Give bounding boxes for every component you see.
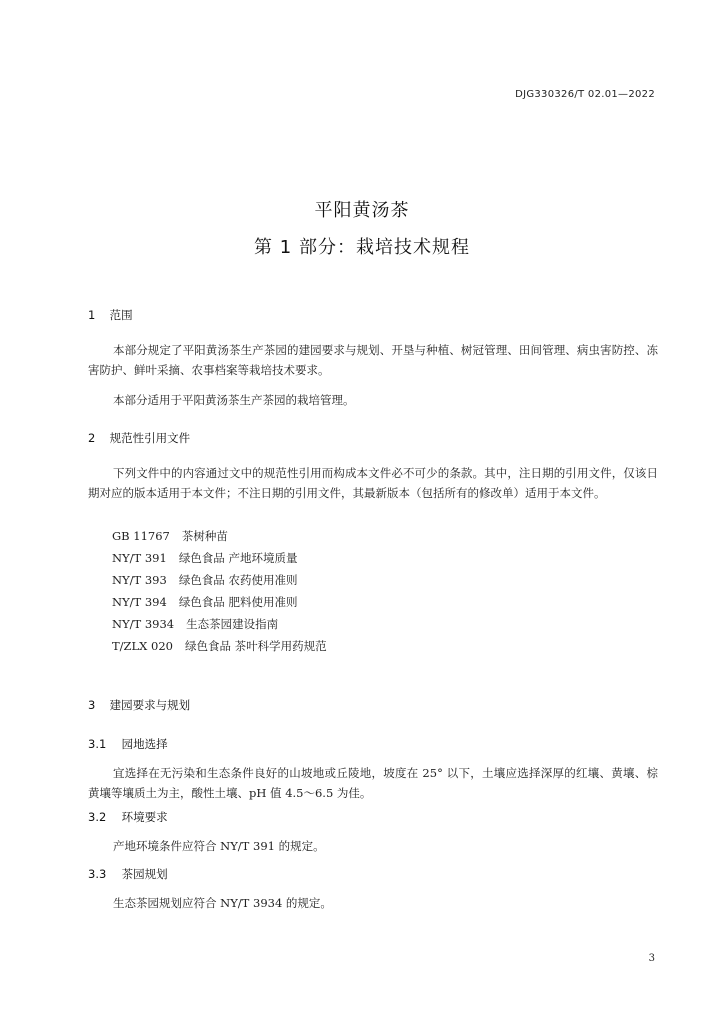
reference-code: NY/T 3934: [112, 617, 175, 631]
paragraph: 宜选择在无污染和生态条件良好的山坡地或丘陵地，坡度在 25° 以下，土壤应选择深厚的红壤、黄壤、棕黄壤等壤质土为主，酸性土壤、pH 值 4.5～6.5 为佳。: [88, 766, 658, 800]
section-title: 规范性引用文件: [109, 431, 191, 445]
section-number: 2: [88, 431, 96, 445]
reference-name: 绿色食品 农药使用准则: [178, 573, 298, 587]
section-number: 3: [88, 698, 96, 712]
reference-item: [112, 616, 278, 632]
subsection-title: 环境要求: [121, 810, 168, 824]
reference-code: NY/T 394: [112, 595, 167, 609]
document-subtitle: 第 1 部分：栽培技术规程: [254, 237, 470, 258]
section-heading-2: [88, 430, 190, 446]
reference-item: [112, 528, 228, 544]
paragraph: 生态茶园规划应符合 NY/T 3934 的规定。: [113, 896, 332, 910]
paragraph: 本部分适用于平阳黄汤茶生产茶园的栽培管理。: [113, 393, 355, 407]
subsection-title: 茶园规划: [121, 867, 168, 881]
reference-name: 绿色食品 产地环境质量: [178, 551, 298, 565]
reference-code: NY/T 393: [112, 573, 167, 587]
reference-code: GB 11767: [112, 529, 170, 543]
subsection-number: 3.1: [88, 737, 107, 751]
reference-name: 生态茶园建设指南: [186, 617, 279, 631]
reference-name: 茶树种苗: [181, 529, 228, 543]
subsection-number: 3.3: [88, 867, 107, 881]
reference-item: [112, 638, 327, 654]
section-title: 范围: [109, 308, 133, 322]
page-number: 3: [648, 953, 655, 964]
reference-code: T/ZLX 020: [112, 639, 173, 653]
subsection-heading-3-1: [88, 736, 168, 752]
paragraph: 下列文件中的内容通过文中的规范性引用而构成本文件必不可少的条款。其中，注日期的引用文件，仅该日期对应的版本适用于本文件；不注日期的引用文件，其最新版本（包括所有的修改单）适用于本文件。: [88, 466, 658, 500]
section-heading-3: [88, 697, 190, 713]
subsection-number: 3.2: [88, 810, 107, 824]
reference-name: 绿色食品 茶叶科学用药规范: [184, 639, 327, 653]
section-number: 1: [88, 308, 96, 322]
section-heading-1: [88, 307, 133, 323]
paragraph: 产地环境条件应符合 NY/T 391 的规定。: [113, 839, 325, 853]
reference-item: [112, 550, 297, 566]
document-title: 平阳黄汤茶: [314, 200, 410, 221]
reference-item: [112, 572, 297, 588]
subsection-heading-3-3: [88, 866, 168, 882]
paragraph: 本部分规定了平阳黄汤茶生产茶园的建园要求与规划、开垦与种植、树冠管理、田间管理、病虫害防控、冻害防护、鲜叶采摘、农事档案等栽培技术要求。: [88, 343, 658, 377]
reference-name: 绿色食品 肥料使用准则: [178, 595, 298, 609]
subsection-title: 园地选择: [121, 737, 168, 751]
reference-code: NY/T 391: [112, 551, 167, 565]
standard-code: DJG330326/T 02.01—2022: [515, 89, 655, 100]
section-title: 建园要求与规划: [109, 698, 191, 712]
reference-item: [112, 594, 297, 610]
subsection-heading-3-2: [88, 809, 168, 825]
